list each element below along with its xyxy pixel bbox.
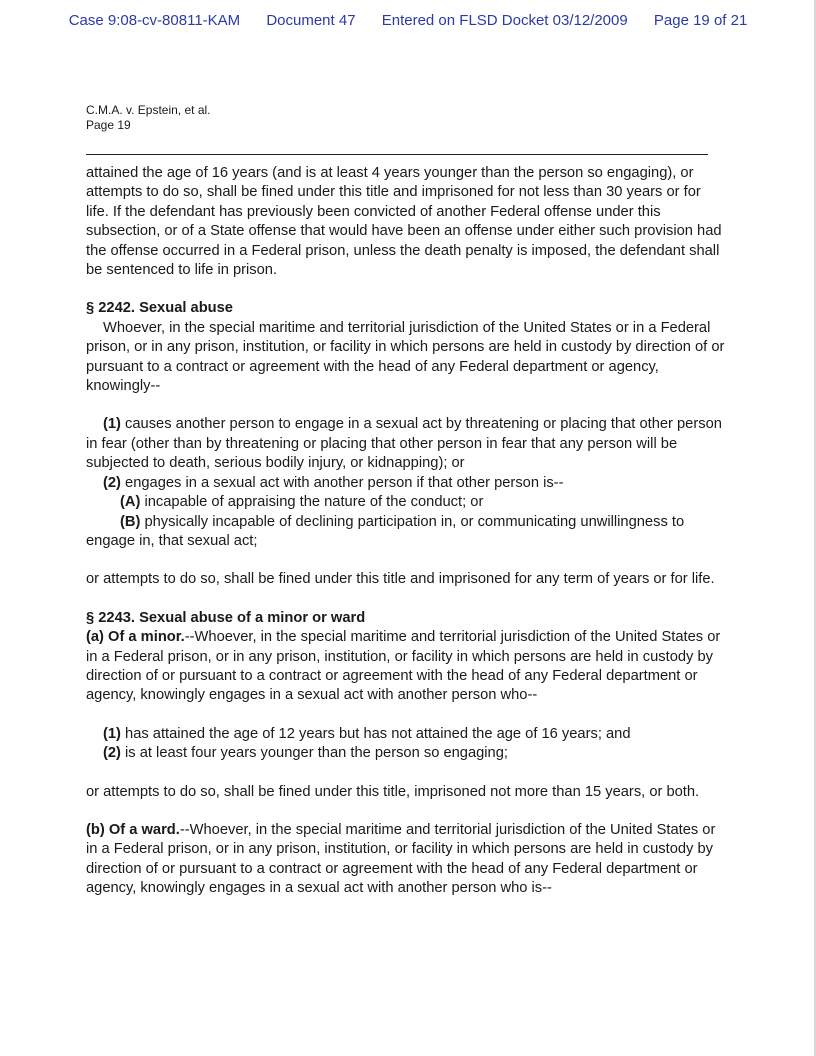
case-number: Case 9:08-cv-80811-KAM: [68, 12, 241, 29]
section-2242-penalty: or attempts to do so, shall be fined under this title and imprisoned for any term of years or for life.: [86, 571, 715, 588]
case-caption-block: [86, 103, 211, 133]
page-count: Page 19 of 21: [653, 12, 748, 29]
item-label: (A): [120, 494, 141, 511]
item-text: is at least four years younger than the person so engaging;: [120, 745, 508, 762]
page-label: Page 19: [86, 118, 131, 132]
item-label: (2): [103, 474, 121, 491]
subsection-label: (a) Of a minor.: [86, 629, 185, 646]
docket-entry: Entered on FLSD Docket 03/12/2009: [381, 12, 628, 29]
section-2243-a-penalty: or attempts to do so, shall be fined under this title, imprisoned not more than 15 years, or both.: [86, 783, 700, 800]
section-2242-heading: § 2242. Sexual abuse: [86, 300, 233, 317]
section-2243-a-item-1: [86, 725, 726, 744]
section-2243-a-item-2: [86, 744, 726, 763]
item-text: engages in a sexual act with another person if that other person is--: [120, 474, 564, 491]
header-divider: [86, 154, 708, 155]
section-2242-item-A: [86, 493, 726, 512]
section-2242-item-1: [86, 415, 726, 473]
document-body: [86, 164, 726, 899]
item-label: (1): [103, 725, 121, 742]
case-caption: C.M.A. v. Epstein, et al.: [86, 103, 211, 117]
section-2243-b: [86, 821, 726, 899]
item-label: (1): [103, 416, 121, 433]
item-text: incapable of appraising the nature of the conduct; or: [140, 494, 484, 511]
section-2242-item-2: [86, 474, 726, 493]
section-2242-intro: Whoever, in the special maritime and territorial jurisdiction of the United States or in a Federal prison, or in any prison, institution, or facility in which persons are held in custody by direction of or pursuant to a contract or agreement with the head of any Federal department or agency, knowingly--: [86, 319, 725, 395]
document-number: Document 47: [266, 12, 356, 29]
section-2243-heading: § 2243. Sexual abuse of a minor or ward: [86, 609, 366, 626]
section-2243-a: [86, 628, 726, 706]
item-label: (2): [103, 745, 121, 762]
subsection-label: (b) Of a ward.: [86, 821, 180, 838]
section-2242-item-B: [86, 513, 726, 552]
item-label: (B): [120, 513, 141, 530]
continued-paragraph: attained the age of 16 years (and is at least 4 years younger than the person so engaging), or attempts to do so, shall be fined under this title and imprisoned for not less than 30 years or for life. If the defendant has previously been convicted of another Federal offense under this subsection, or of a State offense that would have been an offense under either such provision had the offense occurred in a Federal prison, unless the death penalty is imposed, the defendant shall be sentenced to life in prison.: [86, 165, 722, 279]
item-text: physically incapable of declining participation in, or communicating unwillingness to engage in, that sexual act;: [86, 513, 685, 549]
subsection-text: --Whoever, in the special maritime and territorial jurisdiction of the United States or in a Federal prison, or in any prison, institution, or facility in which persons are held in custody by direction of or pursuant to a contract or agreement with the head of any Federal department or agency, knowingly engages in a sexual act with another person who--: [86, 629, 721, 704]
item-text: causes another person to engage in a sexual act by threatening or placing that other person in fear (other than by threatening or placing that other person in fear that any person will be subjected to death, serious bodily injury, or kidnapping); or: [86, 416, 722, 472]
subsection-text: --Whoever, in the special maritime and territorial jurisdiction of the United States or in a Federal prison, or in any prison, institution, or facility in which persons are held in custody by direction of or pursuant to a contract or agreement with the head of any Federal department or agency, knowingly engages in a sexual act with another person who is--: [86, 821, 716, 897]
item-text: has attained the age of 12 years but has not attained the age of 16 years; and: [120, 725, 631, 742]
court-filing-header: [0, 12, 816, 29]
